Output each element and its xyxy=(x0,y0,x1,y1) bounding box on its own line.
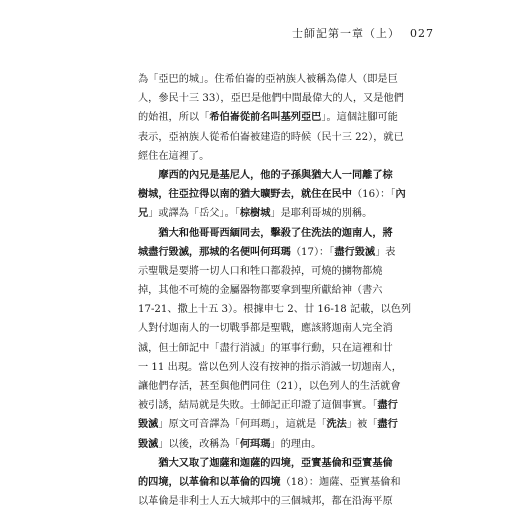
bold-scripture-text: 毀滅 xyxy=(138,437,159,450)
text-line xyxy=(138,166,436,185)
text-line xyxy=(138,358,436,377)
bold-scripture-text: 盡行毀滅 xyxy=(334,245,376,258)
commentary-text: 掉，其他不可燒的金屬器物都要拿到聖所獻給神（書六 xyxy=(138,285,383,297)
text-line xyxy=(138,300,436,319)
commentary-text: 的始祖，所以「 xyxy=(138,112,210,124)
bold-scripture-text: 樹城，往亞拉得以南的猶大曠野去，就住在民中 xyxy=(138,188,352,201)
bold-scripture-text: 內 xyxy=(395,188,406,201)
commentary-text: （18）：迦薩、亞實基倫和 xyxy=(280,476,401,488)
text-line xyxy=(138,435,436,454)
text-line xyxy=(138,262,436,281)
bold-scripture-text: 希伯崙從前名叫基列亞巴 xyxy=(209,111,322,124)
bold-scripture-text: 何珥瑪 xyxy=(239,437,271,450)
bold-scripture-text: 猶大又取了迦薩和迦薩的四境，亞實基倫和亞實基倫 xyxy=(158,456,393,469)
bold-scripture-text: 盡行 xyxy=(377,399,398,412)
text-line xyxy=(138,185,436,204)
bold-scripture-text: 猶大和他哥哥西緬同去，擊殺了住洗法的迦南人，將 xyxy=(158,226,393,239)
commentary-text: （16）：「 xyxy=(351,189,396,201)
bold-scripture-text: 摩西的內兄是基尼人，他的子孫與猶大人一同離了棕 xyxy=(158,168,393,181)
commentary-text: 一 11 出現。當以色列人沒有按神的指示消滅一切迦南人， xyxy=(138,361,402,373)
commentary-text: 以革倫是非利士人五大城邦中的三個城邦，都在沿海平原 xyxy=(138,496,393,508)
commentary-text: 」被「 xyxy=(346,419,378,431)
commentary-text: 」原文可音譯為「何珥瑪」，這就是「 xyxy=(158,419,327,431)
text-line xyxy=(138,339,436,358)
bold-scripture-text: 洗法 xyxy=(326,418,347,431)
text-line xyxy=(138,70,436,89)
commentary-text: 17-21、撒上十五 3）。根據申七 2、廿 16-18 記載，以色列 xyxy=(138,304,412,316)
paragraph xyxy=(138,166,436,224)
bold-scripture-text: 城盡行毀滅，那城的名便叫何珥瑪 xyxy=(138,245,291,258)
commentary-text: 」的理由。 xyxy=(270,438,322,450)
paragraph xyxy=(138,224,436,454)
text-line xyxy=(138,492,436,511)
commentary-text: 滅，但士師記中「盡行消滅」的軍事行動，只在這裡和廿 xyxy=(138,342,393,354)
paragraph xyxy=(138,454,436,511)
commentary-text: 被引誘，結局就是失敗。士師記正印證了這個事實。「 xyxy=(138,400,378,412)
text-line xyxy=(138,415,436,434)
commentary-text: 」是耶利哥城的別稱。 xyxy=(270,208,373,220)
text-line xyxy=(138,454,436,473)
commentary-text: 經住在這裡了。 xyxy=(138,150,210,162)
commentary-text: 」。這個註腳可能 xyxy=(321,112,398,124)
running-header xyxy=(292,25,434,41)
commentary-text: 」以後，改稱為「 xyxy=(158,438,240,450)
chapter-title: 士師記第一章（上） xyxy=(292,27,400,40)
paragraph xyxy=(138,70,436,166)
commentary-text: （17）：「 xyxy=(290,246,335,258)
text-line xyxy=(138,281,436,300)
text-line xyxy=(138,108,436,127)
text-line xyxy=(138,128,436,147)
commentary-text: 為「亞巴的城」。住希伯崙的亞衲族人被稱為偉人（即是巨 xyxy=(138,74,398,85)
bold-scripture-text: 兄 xyxy=(138,207,149,220)
text-line xyxy=(138,224,436,243)
bold-scripture-text: 棕樹城 xyxy=(239,207,271,220)
commentary-text: 人，參民十三 33），亞巴是他們中間最偉大的人，又是他們 xyxy=(138,93,404,105)
commentary-text: 」表 xyxy=(375,246,396,258)
commentary-text: 讓他們存活，甚至與他們同住（21），以色列人的生活就會 xyxy=(138,381,401,392)
text-line xyxy=(138,243,436,262)
bold-scripture-text: 盡行 xyxy=(377,418,398,431)
text-line xyxy=(138,377,436,396)
bold-scripture-text: 的四境，以革倫和以革倫的四境 xyxy=(138,475,281,488)
bold-scripture-text: 毀滅 xyxy=(138,418,159,431)
body-text xyxy=(138,70,436,511)
text-line xyxy=(138,396,436,415)
commentary-text: 」或譯為「岳父」。「 xyxy=(148,208,240,220)
text-line xyxy=(138,319,436,338)
commentary-text: 示聖戰是要將一切人口和牲口都殺掉，可燒的擄物都燒 xyxy=(138,265,383,277)
page-number: 027 xyxy=(410,27,434,40)
text-line xyxy=(138,89,436,108)
text-line xyxy=(138,147,436,166)
text-line xyxy=(138,473,436,492)
commentary-text: 表示，亞衲族人從希伯崙被建造的時候（民十三 22），就已 xyxy=(138,131,404,143)
text-line xyxy=(138,204,436,223)
commentary-text: 人對付迦南人的一切戰爭都是聖戰，應該將迦南人完全消 xyxy=(138,323,393,335)
